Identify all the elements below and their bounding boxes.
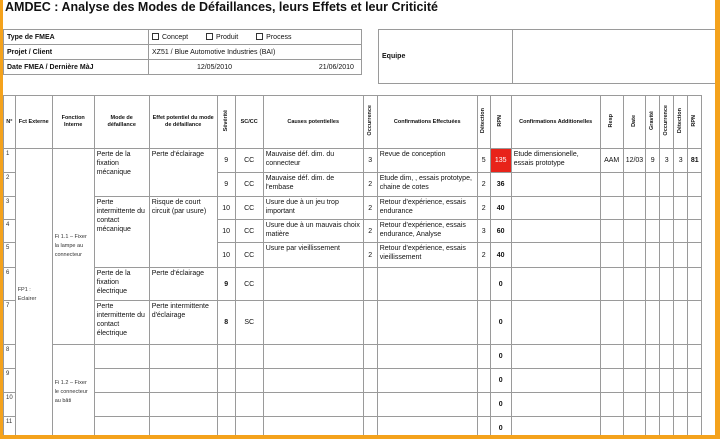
row-number: 5 (4, 243, 16, 268)
mode-cell[interactable]: Perte de la fixation mécanique (94, 149, 149, 197)
severity-cell[interactable]: 9 (217, 149, 235, 173)
col-header: Date (623, 96, 646, 149)
occurrence2-cell[interactable] (660, 173, 674, 197)
cause-cell[interactable] (263, 345, 363, 369)
rpn-cell[interactable]: 0 (490, 268, 511, 301)
rpn2-cell[interactable] (688, 220, 702, 243)
rpn2-cell[interactable]: 81 (688, 149, 702, 173)
mode-cell[interactable] (94, 345, 149, 369)
severity-cell[interactable] (217, 393, 235, 417)
resp-cell[interactable] (600, 268, 623, 301)
confirmation-cell[interactable] (377, 301, 477, 345)
col-header: N° (4, 96, 16, 149)
occurrence2-cell[interactable] (660, 369, 674, 393)
date-label: Date FMEA / Dernière MàJ (4, 60, 149, 75)
row-number: 1 (4, 149, 16, 173)
effet-cell[interactable] (149, 369, 217, 393)
last-update-value[interactable]: 21/06/2010 (318, 63, 354, 71)
mode-cell[interactable] (94, 393, 149, 417)
fonction-interne-cell[interactable]: Fi 1.1 – Fixer la lampe au connecteur (52, 149, 94, 345)
occurrence-cell[interactable] (363, 369, 377, 393)
effet-cell[interactable]: Perte intermittente d'éclairage (149, 301, 217, 345)
confirmation-cell[interactable] (377, 369, 477, 393)
date-cell[interactable] (623, 173, 646, 197)
confirmation-cell[interactable]: Etude dim, , essais prototype, chaine de cotes (377, 173, 477, 197)
effet-cell[interactable]: Risque de court circuit (par usure) (149, 197, 217, 268)
gravity-cell[interactable] (646, 393, 660, 417)
col-header: Occurrence (363, 96, 377, 149)
table-row[interactable] (4, 197, 702, 220)
sccc-cell[interactable]: CC (235, 197, 263, 220)
additional-cell[interactable] (511, 268, 600, 301)
resp-cell[interactable] (600, 369, 623, 393)
occurrence-cell[interactable]: 2 (363, 243, 377, 268)
table-header-row (4, 96, 702, 149)
occurrence2-cell[interactable] (660, 345, 674, 369)
rpn-cell[interactable]: 40 (490, 243, 511, 268)
effet-cell[interactable] (149, 417, 217, 439)
table-row[interactable] (4, 417, 702, 439)
detection-cell[interactable] (477, 393, 490, 417)
confirmation-cell[interactable]: Retour d'expérience, essais vieillissement (377, 243, 477, 268)
occurrence2-cell[interactable] (660, 301, 674, 345)
sccc-cell[interactable]: CC (235, 173, 263, 197)
occurrence-cell[interactable] (363, 345, 377, 369)
rpn2-cell[interactable] (688, 301, 702, 345)
sccc-cell[interactable] (235, 393, 263, 417)
row-number: 9 (4, 369, 16, 393)
col-header: Détection (674, 96, 688, 149)
type-options (149, 30, 362, 45)
date-values[interactable] (149, 60, 362, 75)
table-row[interactable] (4, 369, 702, 393)
additional-cell[interactable] (511, 243, 600, 268)
gravity-cell[interactable] (646, 301, 660, 345)
fct-externe-cell[interactable]: FP1 : Eclairer (15, 149, 52, 439)
sccc-cell[interactable]: SC (235, 301, 263, 345)
rpn-cell[interactable]: 0 (490, 393, 511, 417)
gravity-cell[interactable] (646, 173, 660, 197)
occurrence2-cell[interactable]: 3 (660, 149, 674, 173)
table-row[interactable] (4, 393, 702, 417)
sccc-cell[interactable] (235, 345, 263, 369)
date-cell[interactable] (623, 417, 646, 439)
detection2-cell[interactable] (674, 173, 688, 197)
row-number: 4 (4, 220, 16, 243)
col-header: Confirmations Effectuées (377, 96, 477, 149)
additional-cell[interactable]: Etude dimensionelle, essais prototype (511, 149, 600, 173)
equipe-box[interactable] (378, 29, 720, 84)
rpn2-cell[interactable] (688, 393, 702, 417)
col-header: Occurrence (660, 96, 674, 149)
rpn2-cell[interactable] (688, 369, 702, 393)
additional-cell[interactable] (511, 345, 600, 369)
occurrence2-cell[interactable] (660, 393, 674, 417)
mode-cell[interactable]: Perte intermittente du contact mécanique (94, 197, 149, 268)
detection-cell[interactable]: 2 (477, 197, 490, 220)
row-number: 2 (4, 173, 16, 197)
detection2-cell[interactable] (674, 197, 688, 220)
detection2-cell[interactable] (674, 369, 688, 393)
severity-cell[interactable]: 8 (217, 301, 235, 345)
occurrence-cell[interactable] (363, 393, 377, 417)
rpn-cell[interactable]: 40 (490, 197, 511, 220)
detection2-cell[interactable] (674, 393, 688, 417)
resp-cell[interactable] (600, 197, 623, 220)
table-row[interactable] (4, 149, 702, 173)
rpn2-cell[interactable] (688, 197, 702, 220)
detection2-cell[interactable] (674, 301, 688, 345)
rpn-cell[interactable]: 36 (490, 173, 511, 197)
gravity-cell[interactable] (646, 417, 660, 439)
table-row[interactable] (4, 345, 702, 369)
col-header: Sévérité (217, 96, 235, 149)
rpn-cell[interactable]: 60 (490, 220, 511, 243)
cause-cell[interactable]: Mauvaise déf. dim. de l'embase (263, 173, 363, 197)
gravity-cell[interactable] (646, 268, 660, 301)
mode-cell[interactable] (94, 369, 149, 393)
fmea-table (3, 95, 702, 439)
occurrence-cell[interactable]: 2 (363, 197, 377, 220)
effet-cell[interactable] (149, 393, 217, 417)
date-cell[interactable] (623, 197, 646, 220)
detection2-cell[interactable]: 3 (674, 149, 688, 173)
severity-cell[interactable]: 10 (217, 220, 235, 243)
additional-cell[interactable] (511, 369, 600, 393)
sccc-cell[interactable]: CC (235, 220, 263, 243)
date-cell[interactable] (623, 345, 646, 369)
option-process[interactable]: Process (256, 34, 291, 41)
occurrence2-cell[interactable] (660, 220, 674, 243)
cause-cell[interactable] (263, 268, 363, 301)
additional-cell[interactable] (511, 393, 600, 417)
confirmation-cell[interactable]: Retour d'expérience, essais endurance, Analyse (377, 220, 477, 243)
sccc-cell[interactable]: CC (235, 243, 263, 268)
col-header: Fonction Interne (52, 96, 94, 149)
gravity-cell[interactable] (646, 369, 660, 393)
rpn2-cell[interactable] (688, 345, 702, 369)
detection-cell[interactable]: 2 (477, 173, 490, 197)
cause-cell[interactable] (263, 417, 363, 439)
col-header: SC/CC (235, 96, 263, 149)
confirmation-cell[interactable] (377, 268, 477, 301)
additional-cell[interactable] (511, 220, 600, 243)
gravity-cell[interactable]: 9 (646, 149, 660, 173)
occurrence-cell[interactable] (363, 268, 377, 301)
resp-cell[interactable] (600, 345, 623, 369)
col-header: Fct Externe (15, 96, 52, 149)
occurrence-cell[interactable]: 3 (363, 149, 377, 173)
fonction-interne-cell[interactable]: Fi 1.2 – Fixer le connecteur au bâti (52, 345, 94, 439)
occurrence2-cell[interactable] (660, 243, 674, 268)
rpn-cell[interactable]: 0 (490, 369, 511, 393)
gravity-cell[interactable] (646, 197, 660, 220)
resp-cell[interactable] (600, 417, 623, 439)
checkbox-icon[interactable] (256, 33, 263, 40)
confirmation-cell[interactable]: Revue de conception (377, 149, 477, 173)
mode-cell[interactable] (94, 417, 149, 439)
col-header: Effet potentiel du mode de défaillance (149, 96, 217, 149)
effet-cell[interactable] (149, 345, 217, 369)
severity-cell[interactable]: 10 (217, 243, 235, 268)
table-row[interactable] (4, 301, 702, 345)
detection-cell[interactable] (477, 345, 490, 369)
cause-cell[interactable]: Usure par vieillissement (263, 243, 363, 268)
date-cell[interactable] (623, 301, 646, 345)
mode-cell[interactable]: Perte de la fixation électrique (94, 268, 149, 301)
resp-cell[interactable]: AAM (600, 149, 623, 173)
detection2-cell[interactable] (674, 220, 688, 243)
col-header: Gravité (646, 96, 660, 149)
detection-cell[interactable]: 3 (477, 220, 490, 243)
rpn2-cell[interactable] (688, 417, 702, 439)
confirmation-cell[interactable]: Retour d'expérience, essais endurance (377, 197, 477, 220)
occurrence-cell[interactable]: 2 (363, 220, 377, 243)
rpn-cell[interactable]: 0 (490, 301, 511, 345)
rpn2-cell[interactable] (688, 173, 702, 197)
detection2-cell[interactable] (674, 243, 688, 268)
date-cell[interactable]: 12/03 (623, 149, 646, 173)
cause-cell[interactable]: Mauvaise déf. dim. du connecteur (263, 149, 363, 173)
occurrence-cell[interactable] (363, 301, 377, 345)
detection-cell[interactable]: 2 (477, 243, 490, 268)
cause-cell[interactable] (263, 301, 363, 345)
additional-cell[interactable] (511, 173, 600, 197)
equipe-label: Equipe (379, 30, 513, 83)
rpn2-cell[interactable] (688, 243, 702, 268)
date-cell[interactable] (623, 268, 646, 301)
row-number: 8 (4, 345, 16, 369)
row-number: 10 (4, 393, 16, 417)
detection-cell[interactable] (477, 417, 490, 439)
resp-cell[interactable] (600, 301, 623, 345)
severity-cell[interactable]: 10 (217, 197, 235, 220)
col-header: Mode de défaillance (94, 96, 149, 149)
severity-cell[interactable]: 9 (217, 173, 235, 197)
occurrence2-cell[interactable] (660, 417, 674, 439)
resp-cell[interactable] (600, 243, 623, 268)
date-cell[interactable] (623, 220, 646, 243)
col-header: RPN (490, 96, 511, 149)
additional-cell[interactable] (511, 417, 600, 439)
client-label: Projet / Client (4, 45, 149, 60)
option-concept[interactable]: Concept (152, 34, 188, 41)
additional-cell[interactable] (511, 197, 600, 220)
checkbox-icon[interactable] (152, 33, 159, 40)
sccc-cell[interactable]: CC (235, 149, 263, 173)
effet-cell[interactable]: Perte d'éclairage (149, 149, 217, 197)
col-header: Détection (477, 96, 490, 149)
row-number: 3 (4, 197, 16, 220)
option-produit[interactable]: Produit (206, 34, 238, 41)
cause-cell[interactable]: Usure due à un mauvais choix matière (263, 220, 363, 243)
confirmation-cell[interactable] (377, 393, 477, 417)
table-row[interactable] (4, 268, 702, 301)
additional-cell[interactable] (511, 301, 600, 345)
confirmation-cell[interactable] (377, 345, 477, 369)
gravity-cell[interactable] (646, 345, 660, 369)
row-number: 11 (4, 417, 16, 439)
detection-cell[interactable] (477, 268, 490, 301)
detection2-cell[interactable] (674, 417, 688, 439)
sccc-cell[interactable] (235, 417, 263, 439)
row-number: 6 (4, 268, 16, 301)
sccc-cell[interactable]: CC (235, 268, 263, 301)
row-number: 7 (4, 301, 16, 345)
confirmation-cell[interactable] (377, 417, 477, 439)
col-header: Causes potentielles (263, 96, 363, 149)
resp-cell[interactable] (600, 220, 623, 243)
date-value[interactable]: 12/05/2010 (196, 63, 232, 71)
resp-cell[interactable] (600, 393, 623, 417)
rpn-cell[interactable]: 0 (490, 345, 511, 369)
rpn-cell[interactable]: 135 (490, 149, 511, 173)
gravity-cell[interactable] (646, 243, 660, 268)
col-header: Confirmations Additionelles (511, 96, 600, 149)
severity-cell[interactable] (217, 345, 235, 369)
detection2-cell[interactable] (674, 268, 688, 301)
occurrence2-cell[interactable] (660, 268, 674, 301)
effet-cell[interactable]: Perte d'éclairage (149, 268, 217, 301)
cause-cell[interactable] (263, 393, 363, 417)
resp-cell[interactable] (600, 173, 623, 197)
rpn-cell[interactable]: 0 (490, 417, 511, 439)
fmea-header-table (3, 29, 362, 75)
occurrence2-cell[interactable] (660, 197, 674, 220)
type-label: Type de FMEA (4, 30, 149, 45)
date-cell[interactable] (623, 369, 646, 393)
severity-cell[interactable]: 9 (217, 268, 235, 301)
occurrence-cell[interactable]: 2 (363, 173, 377, 197)
cause-cell[interactable]: Usure due à un jeu trop important (263, 197, 363, 220)
detection-cell[interactable] (477, 369, 490, 393)
severity-cell[interactable] (217, 417, 235, 439)
col-header: Resp (600, 96, 623, 149)
cause-cell[interactable] (263, 369, 363, 393)
mode-cell[interactable]: Perte intermittente du contact électrique (94, 301, 149, 345)
gravity-cell[interactable] (646, 220, 660, 243)
rpn2-cell[interactable] (688, 268, 702, 301)
detection-cell[interactable]: 5 (477, 149, 490, 173)
checkbox-icon[interactable] (206, 33, 213, 40)
date-cell[interactable] (623, 393, 646, 417)
occurrence-cell[interactable] (363, 417, 377, 439)
severity-cell[interactable] (217, 369, 235, 393)
date-cell[interactable] (623, 243, 646, 268)
sccc-cell[interactable] (235, 369, 263, 393)
client-value[interactable]: XZ51 / Blue Automotive Industries (BAI) (149, 45, 362, 60)
detection2-cell[interactable] (674, 345, 688, 369)
page-title: AMDEC : Analyse des Modes de Défaillances, leurs Effets et leur Criticité (5, 0, 439, 14)
col-header: RPN (688, 96, 702, 149)
detection-cell[interactable] (477, 301, 490, 345)
